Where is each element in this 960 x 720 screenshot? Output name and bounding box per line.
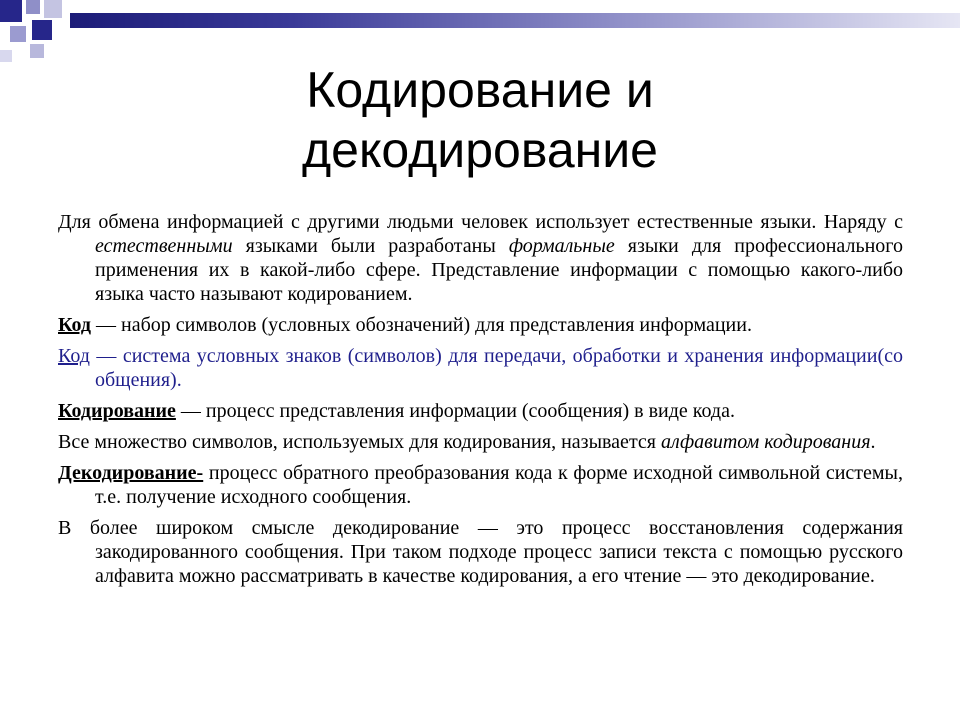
paragraph-broader-meaning [58, 516, 903, 588]
decoding-definition-text: процесс обратного преобразования кода к форме исходной символьной системы, т.е. получение исходного сообщения. [95, 462, 903, 508]
code-system-text: — система условных знаков (символов) для передачи, обработки и хранения информации(со общения). [89, 345, 903, 391]
intro-text-c: языками были разработаны [232, 235, 509, 257]
broader-meaning-text: В более широком смысле декодирование — это процесс восстановления содержания закодированного сообщения. При таком подходе процесс записи текста с помощью русского алфавита можно рассматривать в качестве кодирования, а его чтение — это декодирование. [58, 517, 903, 587]
intro-italic-formal: формальные [508, 235, 615, 257]
page-title [0, 60, 960, 180]
paragraph-decoding [58, 461, 903, 509]
decor-square [10, 26, 26, 42]
intro-text-a: Для обмена информацией с другими людьми человек использует естественные языки. Наряду с [58, 211, 903, 233]
alphabet-text-a: Все множество символов, используемых для кодирования, называется [58, 431, 661, 453]
paragraph-encoding [58, 399, 903, 423]
alphabet-italic: алфавитом кодирования [661, 431, 871, 453]
decor-square [32, 20, 52, 40]
header-gradient-bar [70, 13, 960, 28]
paragraph-intro [58, 210, 903, 306]
decor-square [44, 0, 62, 18]
term-decoding: Декодирование- [58, 462, 204, 484]
encoding-definition-text: — процесс представления информации (сообщения) в виде кода. [175, 400, 735, 422]
paragraph-alphabet [58, 430, 903, 454]
term-code: Код [58, 314, 92, 336]
code-definition-text: — набор символов (условных обозначений) для представления информации. [91, 314, 752, 336]
title-line-2: декодирование [301, 122, 658, 178]
decor-square [26, 0, 40, 14]
link-code[interactable]: Код [58, 345, 90, 367]
title-line-1: Кодирование и [306, 62, 654, 118]
intro-text-e: языки для профессионального применения их в какой-либо сфере. Представление информации с помощью какого-либо языка часто называют кодированием. [95, 235, 903, 305]
paragraph-code-system [58, 344, 903, 392]
slide-body [58, 210, 903, 595]
decor-square [30, 44, 44, 58]
intro-italic-natural: естественными [95, 235, 233, 257]
alphabet-text-c: . [870, 431, 876, 453]
paragraph-code-definition [58, 313, 903, 337]
decor-square [0, 0, 22, 22]
term-encoding: Кодирование [58, 400, 176, 422]
